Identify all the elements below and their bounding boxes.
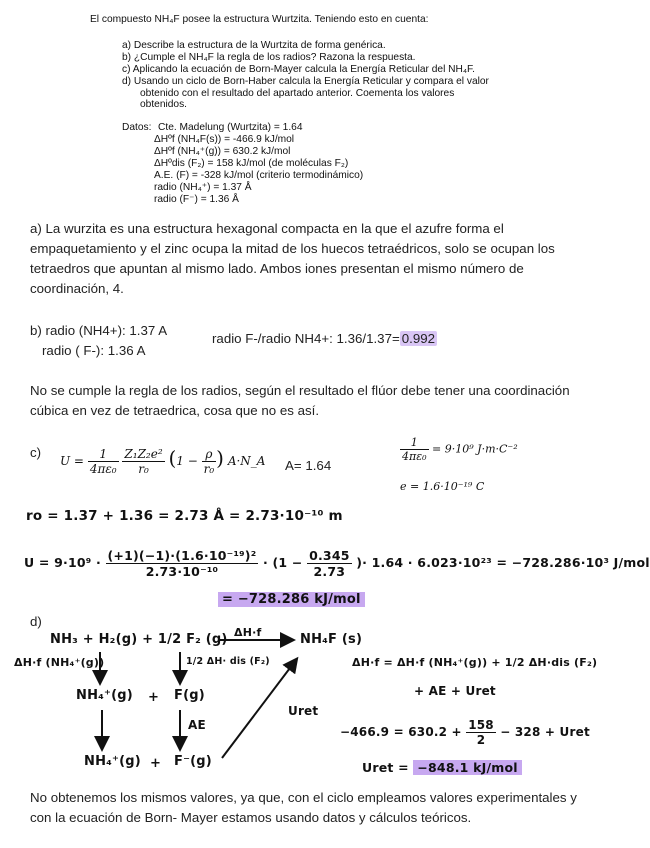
uret-result: Uret = −848.1 kJ/mol: [362, 760, 522, 775]
cycle-nh4-gas: NH₄⁺(g): [76, 688, 133, 703]
cycle-reactants: NH₃ + H₂(g) + 1/2 F₂ (g): [50, 632, 228, 647]
radius-ratio-value: 0.992: [401, 331, 436, 346]
problem-item-d-cont2: obtenidos.: [140, 99, 188, 110]
born-mayer-formula: U = $\frac{1}{\text{4πε₀}}$ $\frac{\text{Z₁Z₂e²}}{\text{r₀}}$ (1 − $\frac{\rho}{\text{r₀}}$ ) A·N_A: [60, 446, 266, 476]
data-line: radio (F⁻) = 1.36 Å: [154, 194, 239, 205]
hess-equation-3: −466.9 = 630.2 + $\frac{158}{2}$ − 328 + Uret: [340, 718, 590, 747]
formula-lhs: U =: [60, 454, 84, 468]
cycle-f-gas: F(g): [174, 688, 205, 703]
answer-b-radius-nh4: b) radio (NH4+): 1.37 A: [30, 323, 168, 338]
data-line: Cte. Madelung (Wurtzita) = 1.64: [158, 122, 303, 133]
data-line: ΔHºdis (F₂) = 158 kJ/mol (de moléculas F₂): [154, 158, 349, 169]
formula-fraction-3: $\frac{\rho}{\text{r₀}}$: [203, 447, 215, 476]
hess-equation-2: + AE + Uret: [414, 684, 496, 698]
cycle-arrow-label-top: ΔH·f: [234, 626, 262, 639]
problem-item-b: b) ¿Cumple el NH₄F la regla de los radios? Razona la respuesta.: [122, 52, 416, 63]
r0-calculation: ro = 1.37 + 1.36 = 2.73 Å = 2.73·10⁻¹⁰ m: [26, 508, 343, 524]
problem-item-d-cont: obtenido con el resultado del apartado anterior. Coementa los valores: [140, 88, 455, 99]
u-result: = −728.286 kJ/mol: [218, 592, 365, 607]
data-line: ΔHºf (NH₄⁺(g)) = 630.2 kJ/mol: [154, 146, 291, 157]
electron-charge: e = 1.6·10⁻¹⁹ C: [400, 480, 485, 493]
u-small-fraction: $\frac{0.345}{2.73}$: [309, 548, 350, 579]
data-line: radio (NH₄⁺) = 1.37 Å: [154, 182, 252, 193]
coulomb-constant: $\frac{1}{\text{4πε₀}}$ = 9·10⁹ J·m·C⁻²: [402, 436, 518, 463]
hess-equation-1: ΔH·f = ΔH·f (NH₄⁺(g)) + 1/2 ΔH·dis (F₂): [352, 656, 598, 669]
cycle-plus: +: [148, 690, 160, 705]
problem-intro: El compuesto NH₄F posee la estructura Wurtzita. Teniendo esto en cuenta:: [90, 14, 429, 25]
u-calculation: U = 9·10⁹ · $\frac{\text{(+1)(−1)·(1.6·10⁻¹⁹)²}}{\text{2.73·10⁻¹⁰}}$ · (1 − $\frac{0.345}{2.73}$ )· 1.64 · 6.023·10²³ = −728.286·10³ J/mol: [24, 548, 650, 579]
data-line: A.E. (F) = -328 kJ/mol (criterio termodinámico): [154, 170, 364, 181]
u-fraction: $\frac{\text{(+1)(−1)·(1.6·10⁻¹⁹)²}}{\text{2.73·10⁻¹⁰}}$: [107, 548, 257, 579]
problem-item-c: c) Aplicando la ecuación de Born-Mayer calcula la Energía Reticular del NH₄F.: [122, 64, 475, 75]
answer-d-label: d): [30, 614, 42, 629]
data-line: ΔHºf (NH₄F(s)) = -466.9 kJ/mol: [154, 134, 295, 145]
answer-b-radius-f: radio ( F-): 1.36 A: [42, 343, 146, 358]
cycle-product: NH₄F (s): [300, 632, 363, 647]
cycle-dis-label: 1/2 ΔH· dis (F₂): [186, 656, 270, 667]
cycle-arrow-uret: [222, 660, 296, 758]
final-comment: No obtenemos los mismos valores, ya que, con el ciclo empleamos valores experimentales y con la ecuación de Born- Mayer estamos usando datos y cálculos teóricos.: [30, 790, 577, 825]
problem-item-d: d) Usando un ciclo de Born-Haber calcula la Energía Reticular y compara el valor: [122, 76, 489, 87]
answer-c-label: c): [30, 445, 42, 460]
formula-fraction-1: $\frac{1}{\text{4πε₀}}$: [89, 447, 117, 476]
cycle-f-ion: F⁻(g): [174, 754, 212, 769]
cycle-dhf-nh4-label: ΔH·f (NH₄⁺(g)): [14, 656, 105, 669]
cycle-uret-label: Uret: [288, 704, 319, 718]
answer-a: a) La wurzita es una estructura hexagonal compacta en la que el azufre forma el empaquetamiento y el zinc ocupa la mitad de los huecos tetraédricos, solo se ocupan los tetraedros que apuntan al mismo lado. Ambos iones presentan el mismo número de coordinación, 4.: [30, 221, 555, 296]
cycle-ae-label: AE: [188, 718, 206, 732]
radius-ratio-label: radio F-/radio NH4+: 1.36/1.37=: [212, 331, 400, 346]
hess-fraction: $\frac{158}{2}$: [468, 718, 494, 747]
madelung-constant: A= 1.64: [285, 458, 332, 473]
answer-b-conclusion: No se cumple la regla de los radios, según el resultado el flúor debe tener una coordinación cúbica en vez de tetraedrica, cosa que no es así.: [30, 383, 570, 418]
formula-fraction-2: $\frac{\text{Z₁Z₂e²}}{\text{r₀}}$: [124, 447, 163, 476]
cycle-nh4-ion: NH₄⁺(g): [84, 754, 141, 769]
problem-item-a: a) Describe la estructura de la Wurtzita de forma genérica.: [122, 40, 386, 51]
data-label: Datos:: [122, 122, 152, 133]
formula-tail: A·N_A: [227, 454, 266, 468]
cycle-plus: +: [150, 756, 162, 771]
